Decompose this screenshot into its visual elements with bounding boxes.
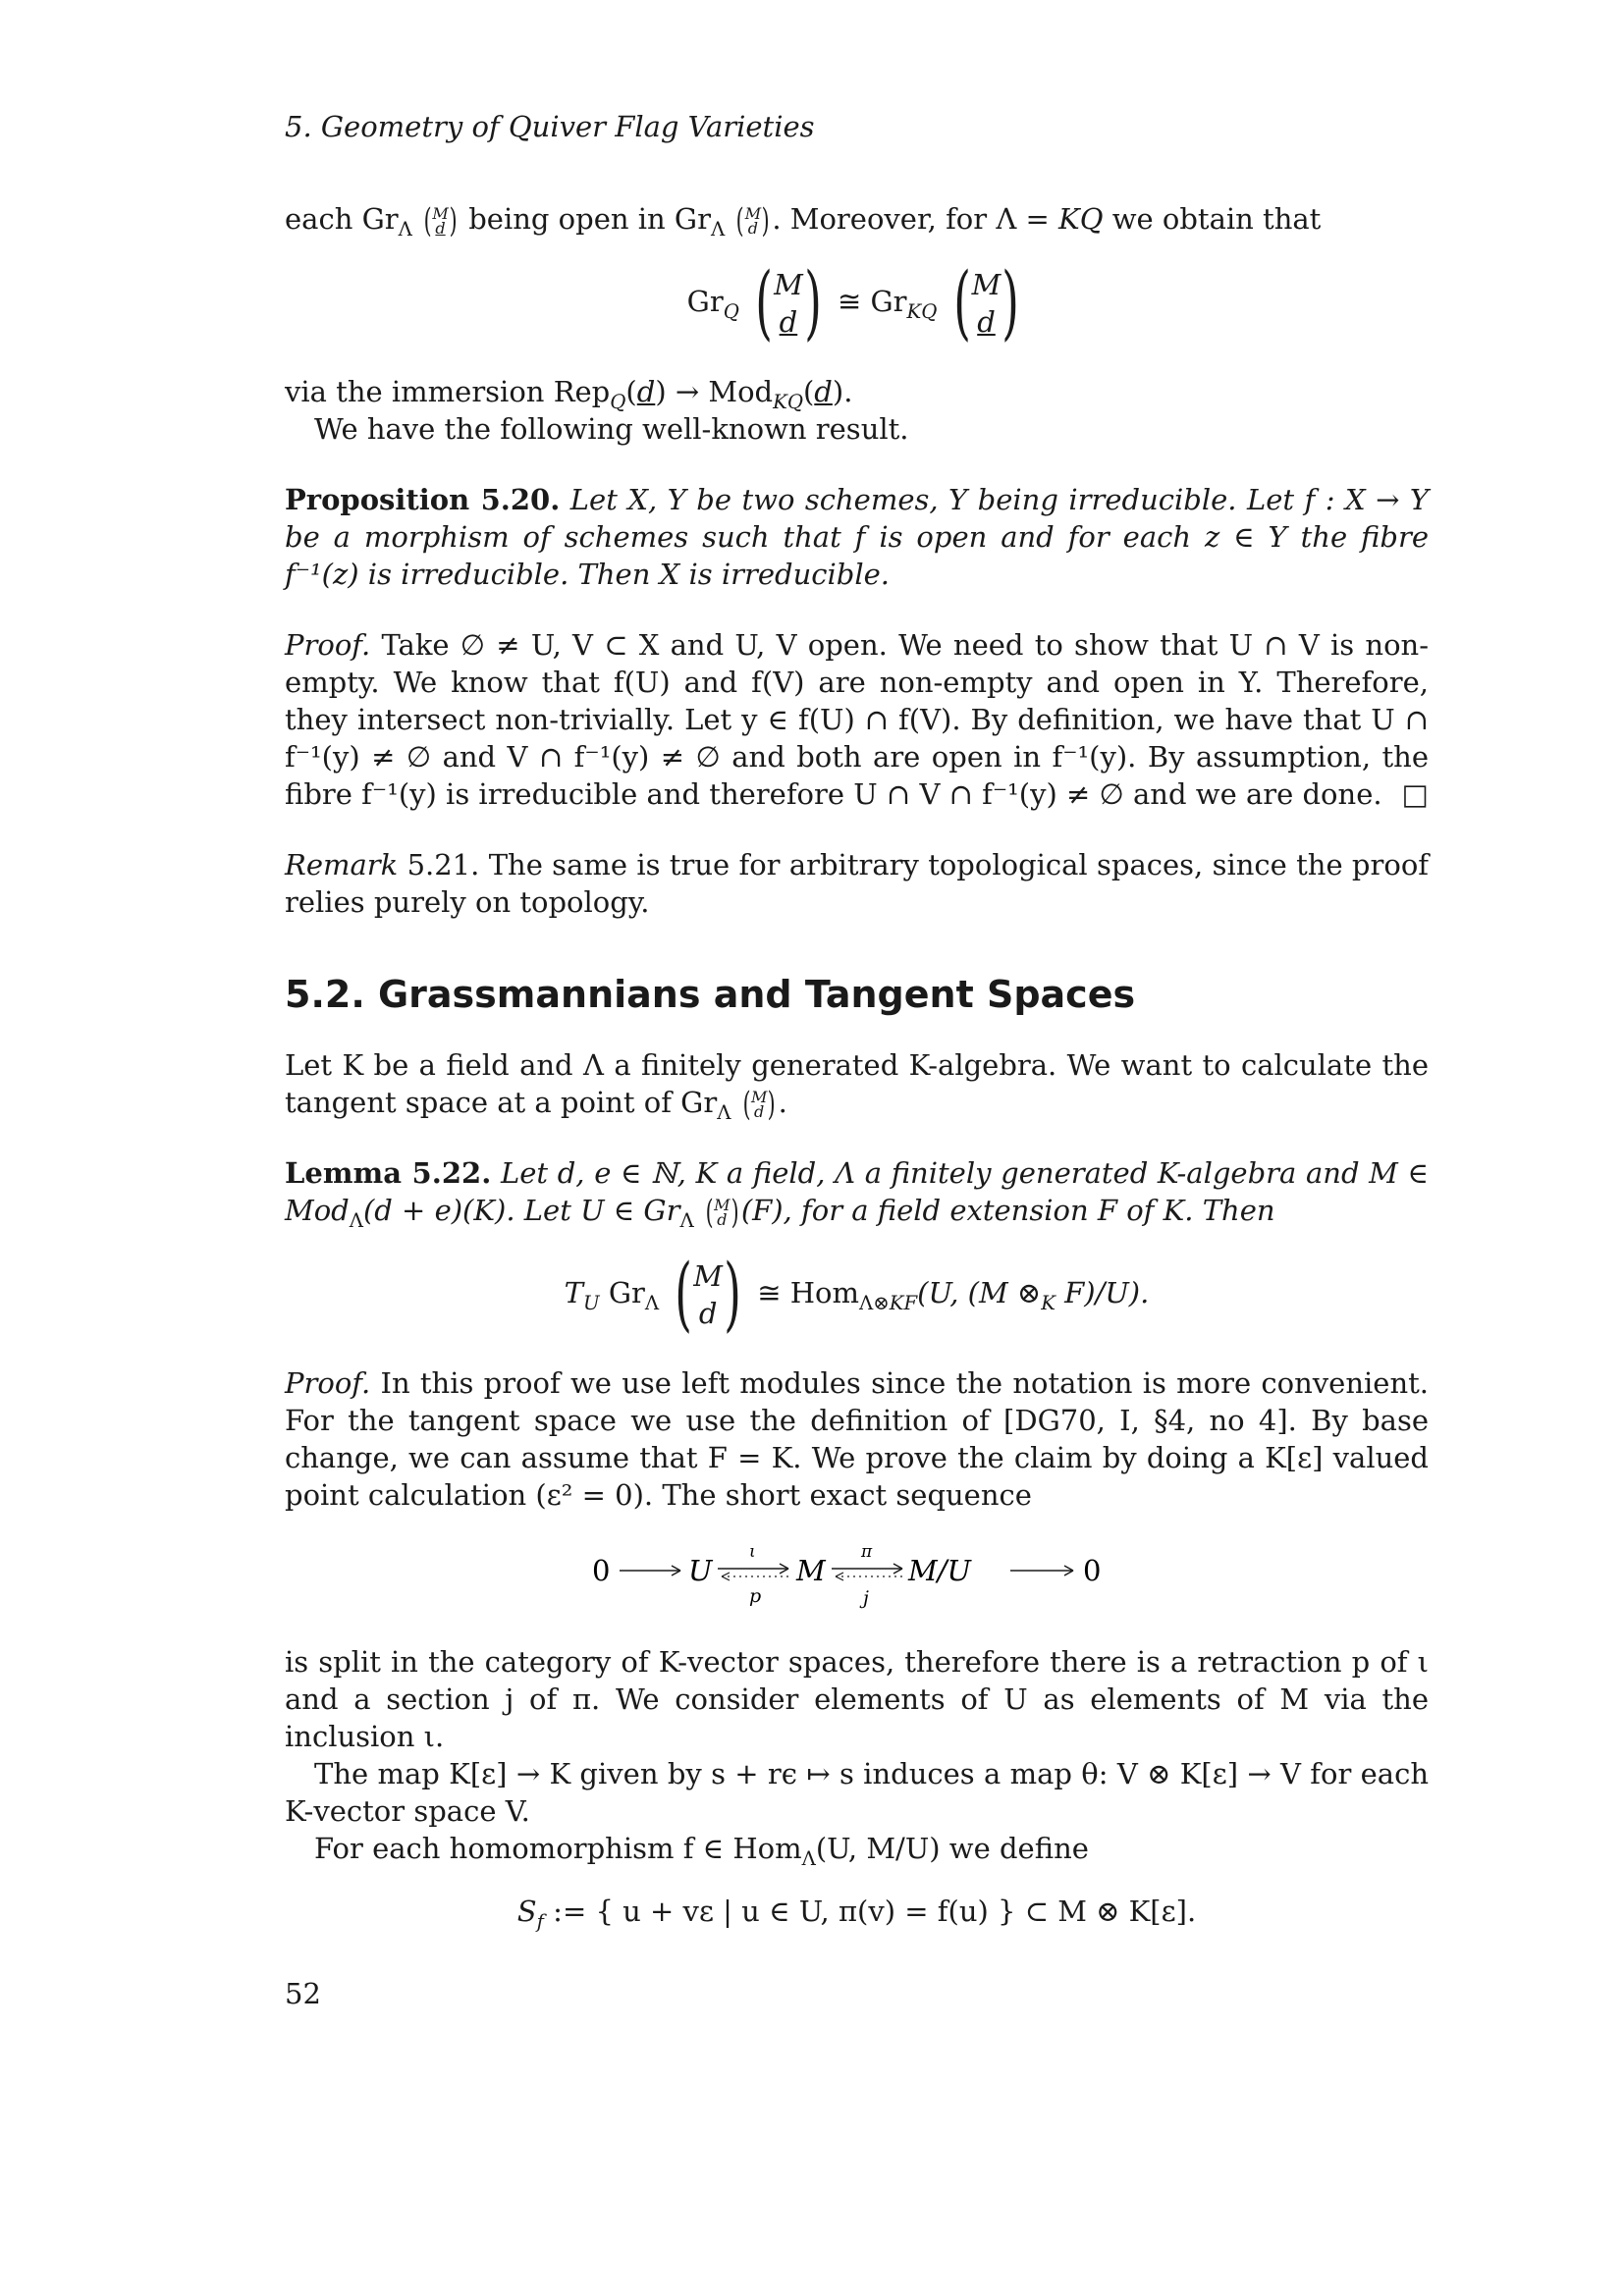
exact-sequence-diagram <box>285 1543 1429 1612</box>
small-binomial: ( M d ) <box>742 1085 776 1124</box>
proof-1 <box>285 626 1429 813</box>
section-heading: 5.2. Grassmannians and Tangent Spaces <box>285 973 1136 1016</box>
zero-left: 0 <box>591 1554 610 1587</box>
text: Λ⊗ <box>858 1291 890 1314</box>
node-m: M <box>795 1554 826 1587</box>
transition-paragraph: We have the following well-known result. <box>314 412 909 446</box>
lemma-text: (F), for a field extension F of K. Then <box>740 1194 1275 1227</box>
text: . <box>778 1086 787 1119</box>
paragraph <box>285 1364 1429 1514</box>
text: via the immersion Rep <box>285 375 611 408</box>
subscript: Q <box>723 299 739 323</box>
p-label: p <box>748 1585 761 1607</box>
subscript: Λ <box>710 217 726 240</box>
paragraph <box>285 846 1429 921</box>
node-m-over-u: M/U <box>907 1554 971 1587</box>
tangent-symbol: T <box>564 1276 583 1309</box>
iota-label: ι <box>748 1543 756 1562</box>
homomorphism-paragraph <box>285 1830 1429 1870</box>
text: For each homomorphism f ∈ Hom <box>314 1832 802 1865</box>
text: . <box>843 375 853 408</box>
text: . Moreover, for Λ = <box>772 202 1059 236</box>
proof-label: Proof. <box>285 1366 371 1400</box>
remark-text: The same is true for arbitrary topological spaces, since the proof relies purely on topology. <box>285 848 1430 919</box>
subscript: Λ <box>398 217 412 240</box>
immersion-paragraph: via the immersion Rep$_Q$(d) → Mod$_{KQ}$(d). <box>285 375 853 413</box>
pi-label: π <box>860 1543 872 1562</box>
j-label: j <box>862 1587 869 1609</box>
qed-symbol: □ <box>1401 777 1429 811</box>
split-paragraph: is split in the category of K-vector spaces, therefore there is a retraction p of ι and a section j of π. We consider elements of U as elements of M via the inclusion ι. <box>285 1645 1429 1753</box>
proposition-text: Let X, Y be two schemes, Y being irreducible. Let f : X → Y be a morphism of schemes such that f is open and for each z ∈ Y the fibre f⁻¹(z) is irreducible. Then X is irreducible. <box>285 483 1429 591</box>
paragraph <box>285 1154 1430 1232</box>
subscript <box>859 1292 917 1314</box>
remark-number: 5.21. <box>406 848 480 881</box>
remark-5-21 <box>285 846 1429 921</box>
small-binomial: ( M d ) <box>423 201 458 240</box>
text: we obtain that <box>1103 202 1322 236</box>
page-number: 52 <box>285 1977 321 2010</box>
lemma-text: (d + e)(K). Let U ∈ Gr <box>362 1194 680 1227</box>
hom-symbol: ≅ Hom <box>757 1276 859 1309</box>
display-equation-2 <box>285 1248 1429 1341</box>
text: F <box>903 1291 918 1314</box>
node-u: U <box>687 1554 712 1587</box>
binomial-bottom: d <box>698 1297 718 1330</box>
small-binomial: ( M d ) <box>705 1193 739 1232</box>
binomial-top: M <box>971 268 1001 301</box>
display-equation-1 <box>285 256 1429 349</box>
gr-symbol: Gr <box>608 1276 645 1309</box>
proposition-label: Proposition 5.20. <box>285 483 561 516</box>
display-equation-3 <box>285 1893 1429 1933</box>
binomial: ( M d ) <box>952 256 1020 349</box>
proof-text: Take ∅ ≠ U, V ⊂ X and U, V open. We need to show that U ∩ V is non-empty. We know that f(U) and f(V) are non-empty and open in Y. Therefore, they intersect non-trivially. Let y ∈ f(U) ∩ f(V). By definition, we have that U ∩ f⁻¹(y) ≠ ∅ and V ∩ f⁻¹(y) ≠ ∅ and both are open in f⁻¹(y). By assumption, the fibre f⁻¹(y) is irreducible and therefore U ∩ V ∩ f⁻¹(y) ≠ ∅ and we are done. <box>285 628 1430 811</box>
hom-args: (U, (M ⊗ <box>917 1276 1042 1309</box>
binomial-bottom: d <box>779 305 798 339</box>
binomial-top: M <box>693 1259 723 1293</box>
gr-symbol: Gr <box>870 285 907 318</box>
subscript: Λ <box>801 1846 816 1870</box>
subscript: Q <box>610 390 626 413</box>
subscript: f <box>536 1909 544 1933</box>
paragraph <box>285 626 1429 813</box>
text: being open in Gr <box>468 202 711 236</box>
exact-sequence-svg <box>582 1543 1132 1612</box>
binomial-bottom: d <box>977 305 996 339</box>
math-text: d <box>814 375 833 408</box>
intro-paragraph <box>285 200 1429 238</box>
lemma-text: Let d, e ∈ ℕ, K a field, Λ a finitely generated K-algebra and M ∈ Mod <box>285 1156 1430 1227</box>
proposition-5-20 <box>285 481 1429 593</box>
running-head: 5. Geometry of Quiver Flag Varieties <box>285 110 815 143</box>
hom-args-end: F)/U). <box>1055 1276 1150 1309</box>
text: → Mod <box>675 375 774 408</box>
subscript: U <box>582 1291 600 1314</box>
paragraph <box>285 481 1429 593</box>
gr-symbol: Gr <box>686 285 724 318</box>
binomial-top: M <box>774 268 803 301</box>
remark-label: Remark <box>285 848 399 881</box>
map-paragraph: The map K[ε] → K given by s + rϵ ↦ s induces a map θ: V ⊗ K[ε] → V for each K-vector space V. <box>285 1757 1429 1828</box>
binomial: ( M d ) <box>755 256 822 349</box>
text: Let K be a field and Λ a finitely generated K-algebra. We want to calculate the tangent space at a point of Gr <box>285 1048 1429 1119</box>
s-symbol: S <box>516 1895 537 1928</box>
math-text: KQ <box>1058 202 1104 236</box>
iso-symbol: ≅ <box>837 285 862 318</box>
proof-label: Proof. <box>285 628 371 662</box>
subscript: Λ <box>679 1208 694 1232</box>
subscript: KQ <box>906 299 938 323</box>
zero-right: 0 <box>1082 1554 1101 1587</box>
subscript: Λ <box>644 1291 660 1314</box>
subscript: KQ <box>773 390 803 413</box>
lemma-label: Lemma 5.22. <box>285 1156 492 1190</box>
text: K <box>889 1291 904 1314</box>
proof-text: In this proof we use left modules since the notation is more convenient. For the tangent space we use the definition of [DG70, I, §4, no 4]. By base change, we can assume that F = K. We prove the claim by doing a K[ε] valued point calculation (ε² = 0). The short exact sequence <box>285 1366 1429 1512</box>
section-intro <box>285 1046 1429 1124</box>
page-body <box>285 108 1429 1959</box>
set-definition: := { u + vε | u ∈ U, π(v) = f(u) } ⊂ M ⊗ K[ε]. <box>543 1895 1197 1928</box>
binomial: ( M d ) <box>675 1248 741 1341</box>
lemma-5-22 <box>285 1154 1430 1232</box>
math-text: d <box>636 375 656 408</box>
proof-2 <box>285 1364 1429 1514</box>
subscript: Λ <box>349 1208 363 1232</box>
text: (U, M/U) we define <box>815 1832 1089 1865</box>
text: each Gr <box>285 202 399 236</box>
small-binomial: ( M d ) <box>736 201 770 240</box>
subscript: K <box>1041 1291 1056 1314</box>
subscript: Λ <box>717 1100 731 1124</box>
